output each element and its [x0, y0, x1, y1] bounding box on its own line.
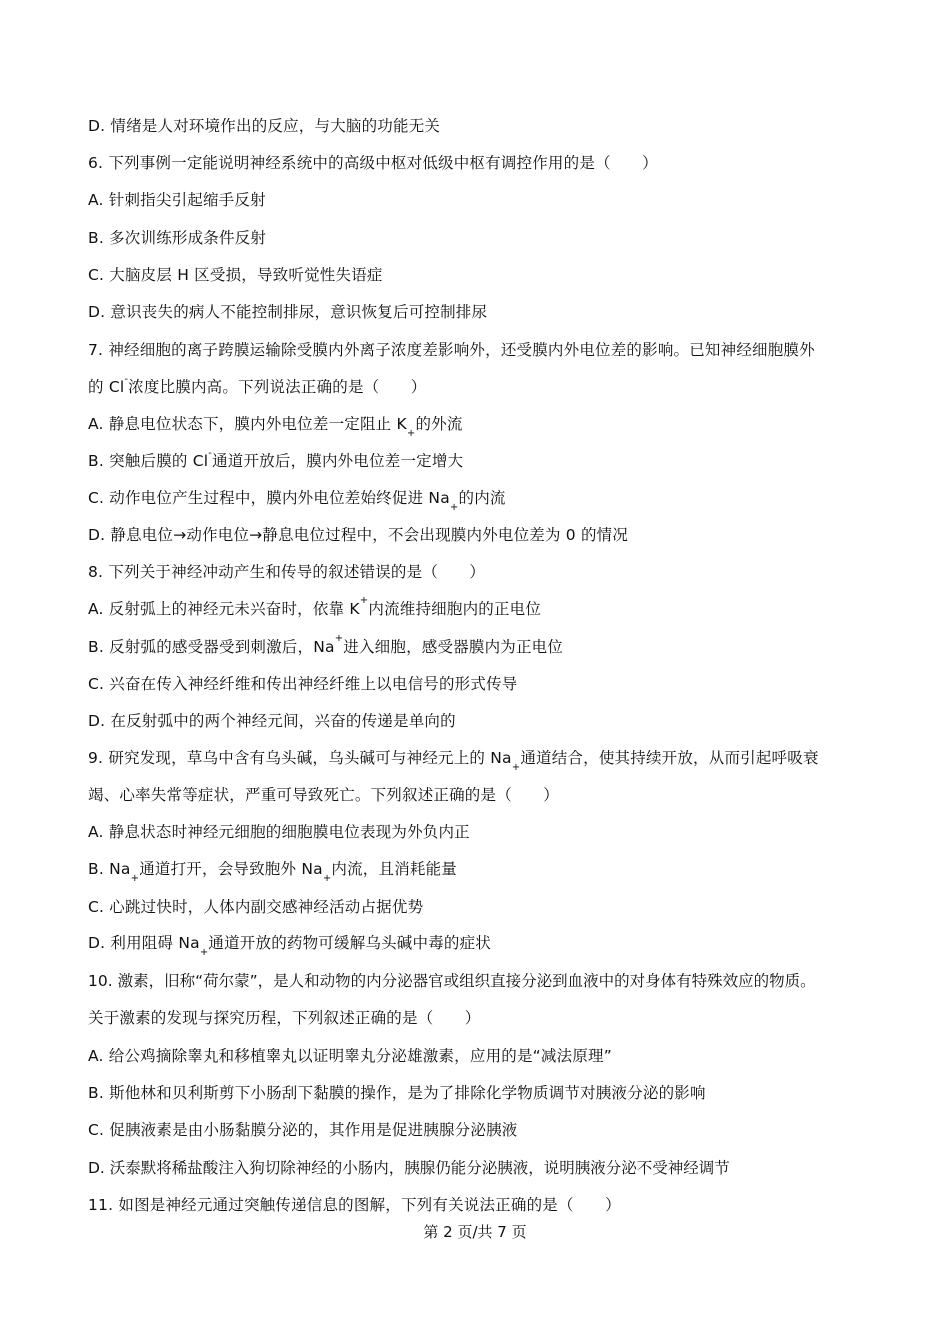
q9-option-a: A. 静息状态时神经元细胞的细胞膜电位表现为外负内正	[88, 823, 470, 841]
q9-option-d	[88, 932, 878, 959]
q6-option-b: B. 多次训练形成条件反射	[88, 229, 267, 247]
sodium-charge: +	[199, 947, 209, 959]
q9-option-b	[88, 858, 878, 885]
q9-stem-text: 9. 研究发现，草乌中含有乌头碱，乌头碱可与神经元上的 Na	[88, 749, 512, 767]
q11-stem: 11. 如图是神经元通过突触传递信息的图解，下列有关说法正确的是（ ）	[88, 1196, 621, 1214]
q10-stem-line2: 关于激素的发现与探究历程，下列叙述正确的是（ ）	[88, 1009, 481, 1027]
q9-option-b-text-mid: 通道打开，会导致胞外 Na	[139, 860, 323, 878]
potassium-charge: +	[406, 428, 416, 440]
q9-stem-text-end: 通道结合，使其持续开放，从而引起呼吸衰	[520, 749, 819, 767]
q7-stem-line2	[88, 373, 878, 398]
q10-option-b: B. 斯他林和贝利斯剪下小肠刮下黏膜的操作，是为了排除化学物质调节对胰液分泌的影响	[88, 1084, 706, 1102]
sodium-charge: +	[449, 502, 459, 514]
chloride-charge: -	[124, 373, 129, 385]
q8-option-d: D. 在反射弧中的两个神经元间，兴奋的传递是单向的	[88, 712, 456, 730]
q9-stem-line1	[88, 747, 878, 774]
chloride-charge: -	[208, 447, 213, 459]
q6-option-a: A. 针刺指尖引起缩手反射	[88, 191, 266, 209]
q10-option-a: A. 给公鸡摘除睾丸和移植睾丸以证明睾丸分泌雄激素，应用的是“减法原理”	[88, 1047, 612, 1065]
q7-stem-text-end: 浓度比膜内高。下列说法正确的是（ ）	[128, 378, 427, 396]
q7-option-c	[88, 487, 878, 514]
q7-option-d: D. 静息电位→动作电位→静息电位过程中，不会出现膜内外电位差为 0 的情况	[88, 526, 629, 544]
q9-option-b-text: B. Na	[88, 860, 131, 878]
q10-stem-line1: 10. 激素，旧称“荷尔蒙”，是人和动物的内分泌器官或组织直接分泌到血液中的对身体有特殊效应的物质。	[88, 972, 816, 990]
q7-stem-text: 的 Cl	[88, 378, 125, 396]
sodium-charge: +	[511, 762, 521, 774]
q8-option-a-text-end: 内流维持细胞内的正电位	[368, 600, 542, 618]
q9-option-d-text-end: 通道开放的药物可缓解乌头碱中毒的症状	[208, 934, 492, 952]
q7-option-b-text-end: 通道开放后，膜内外电位差一定增大	[212, 452, 464, 470]
q9-option-b-text-end: 内流，且消耗能量	[331, 860, 458, 878]
q9-option-d-text: D. 利用阻碍 Na	[88, 934, 200, 952]
q9-option-c: C. 心跳过快时，人体内副交感神经活动占据优势	[88, 898, 424, 916]
q7-stem-line1: 7. 神经细胞的离子跨膜运输除受膜内外离子浓度差影响外，还受膜内外电位差的影响。已知神经细胞膜外	[88, 341, 815, 359]
sodium-charge: +	[322, 873, 332, 885]
sodium-charge: +	[334, 632, 344, 644]
q10-option-c: C. 促胰液素是由小肠黏膜分泌的，其作用是促进胰腺分泌胰液	[88, 1121, 518, 1139]
q7-option-c-text: C. 动作电位产生过程中，膜内外电位差始终促进 Na	[88, 489, 450, 507]
q5-option-d: D. 情绪是人对环境作出的反应，与大脑的功能无关	[88, 117, 441, 135]
q7-option-a	[88, 413, 878, 440]
q8-option-c: C. 兴奋在传入神经纤维和传出神经纤维上以电信号的形式传导	[88, 675, 518, 693]
q8-option-b-text: B. 反射弧的感受器受到刺激后，Na	[88, 638, 335, 656]
q7-option-a-text: A. 静息电位状态下，膜内外电位差一定阻止 K	[88, 415, 407, 433]
q6-option-d: D. 意识丧失的病人不能控制排尿，意识恢复后可控制排尿	[88, 303, 488, 321]
q8-option-a	[88, 594, 878, 620]
q7-option-b-text: B. 突触后膜的 Cl	[88, 452, 209, 470]
potassium-charge: +	[359, 594, 369, 606]
q7-option-c-text-end: 的内流	[458, 489, 506, 507]
q8-option-a-text: A. 反射弧上的神经元未兴奋时，依靠 K	[88, 600, 360, 618]
q6-stem: 6. 下列事例一定能说明神经系统中的高级中枢对低级中枢有调控作用的是（ ）	[88, 154, 658, 172]
sodium-charge: +	[130, 873, 140, 885]
q9-stem-line2: 竭、心率失常等症状，严重可导致死亡。下列叙述正确的是（ ）	[88, 786, 560, 804]
q8-option-b	[88, 632, 878, 658]
q8-stem: 8. 下列关于神经冲动产生和传导的叙述错误的是（ ）	[88, 563, 486, 581]
q6-option-c: C. 大脑皮层 H 区受损，导致听觉性失语症	[88, 266, 383, 284]
q7-option-b	[88, 447, 878, 472]
q8-option-b-text-end: 进入细胞，感受器膜内为正电位	[343, 638, 564, 656]
q10-option-d: D. 沃泰默将稀盐酸注入狗切除神经的小肠内，胰腺仍能分泌胰液，说明胰液分泌不受神经调节	[88, 1159, 730, 1177]
q7-option-a-text-end: 的外流	[415, 415, 463, 433]
page-number: 第 2 页/共 7 页	[423, 1223, 527, 1241]
